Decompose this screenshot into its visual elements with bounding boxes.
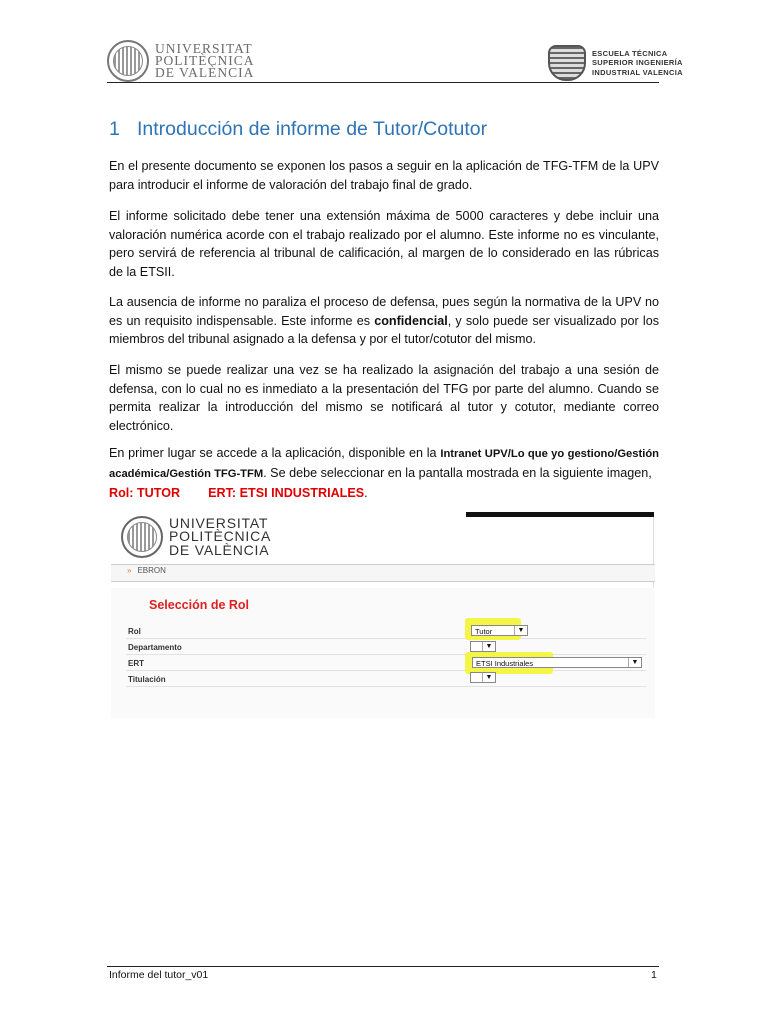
- upv-wordmark: [155, 43, 255, 79]
- label-rol: Rol: [128, 627, 141, 636]
- upv-line-2: POLITÈCNICA: [155, 53, 255, 68]
- label-titulacion: Titulación: [128, 675, 166, 684]
- footer-page-number: 1: [651, 969, 657, 981]
- screenshot-upv-logo: [121, 516, 271, 558]
- p3-text-a: La ausencia de informe no paraliza el proceso de defensa, pues según la normativa de la UPV no es un requisito indispensable. Este informe es: [109, 295, 659, 328]
- screenshot-upv-line-1: UNIVERSITAT: [169, 514, 269, 531]
- row-titulacion: [126, 672, 646, 687]
- screenshot-nav-bar: [111, 564, 655, 582]
- ert-select[interactable]: [472, 657, 642, 668]
- p5-path-bold: Intranet UPV/Lo que yo gestiono/Gestión académica/Gestión TFG-TFM: [109, 448, 659, 480]
- etsii-line-2: SUPERIOR INGENIERÍA: [592, 58, 683, 68]
- breadcrumb-label[interactable]: EBRON: [137, 566, 166, 575]
- etsii-wordmark: [592, 49, 683, 78]
- section-number: 1: [109, 118, 120, 140]
- departamento-select[interactable]: [470, 641, 496, 652]
- etsii-line-3: INDUSTRIAL VALENCIA: [592, 67, 683, 77]
- screenshot-wordmark: [169, 514, 272, 558]
- paragraph-4: El mismo se puede realizar una vez se ha realizado la asignación del trabajo a una sesión de defensa, con lo cual no es inmediato a la presentación del TFG por parte del alumno. Cuando se permita realizar la introducción del mismo se notificará al tutor y cotutor, mediante correo electrónico.: [109, 363, 659, 433]
- etsii-logo: [548, 45, 683, 81]
- paragraph-3: [109, 293, 659, 349]
- rol-select[interactable]: [471, 625, 528, 636]
- breadcrumb-arrow-icon: »: [127, 566, 132, 575]
- etsii-line-1: ESCUELA TÉCNICA: [592, 48, 668, 58]
- section-heading: [109, 118, 487, 141]
- screenshot-upv-line-3: DE VALÈNCIA: [169, 541, 270, 558]
- ert-select-value: ETSI Industriales: [476, 659, 534, 668]
- rol-select-value: Tutor: [475, 627, 493, 636]
- upv-logo: [107, 40, 255, 82]
- paragraph-5: [109, 444, 659, 503]
- p5-rol: Rol: TUTOR: [109, 486, 181, 500]
- section-title: Introducción de informe de Tutor/Cotutor: [137, 118, 488, 140]
- header-divider: [107, 82, 659, 83]
- paragraph-2: El informe solicitado debe tener una extensión máxima de 5000 caracteres y debe incluir una valoración numérica acorde con el trabajo realizado por el alumno. Este informe no es vinculante, pero servirá de referencia al tribunal de calificación, al margen de lo considerado en las rúbricas de la ETSII.: [109, 209, 659, 279]
- upv-line-3: DE VALÈNCIA: [155, 65, 255, 80]
- upv-seal-icon: [107, 40, 149, 82]
- row-rol: [126, 624, 646, 639]
- upv-line-1: UNIVERSITAT: [155, 41, 253, 56]
- chevron-down-icon: ▼: [514, 626, 527, 635]
- p5-ert: ERT: ETSI INDUSTRIALES: [208, 486, 365, 500]
- p5-text-b: . Se debe seleccionar en la pantalla mostrada en la siguiente imagen,: [263, 466, 652, 480]
- p3-text-b: , y solo puede ser visualizado por los miembros del tribunal asignado a la defensa y por el tutor/cotutor del mismo.: [109, 313, 660, 346]
- screenshot-seal-icon: [121, 516, 163, 558]
- row-departamento: [126, 640, 646, 655]
- titulacion-select[interactable]: [470, 672, 496, 683]
- etsii-crest-icon: [548, 45, 586, 81]
- chevron-down-icon: ▼: [628, 658, 641, 667]
- label-ert: ERT: [128, 659, 144, 668]
- screenshot-top-bar: [466, 512, 654, 517]
- p3-bold: confidencial: [374, 313, 448, 328]
- screenshot-breadcrumb[interactable]: [127, 566, 166, 575]
- screenshot-upv-line-2: POLITÈCNICA: [169, 528, 272, 545]
- chevron-down-icon: ▼: [482, 642, 495, 651]
- paragraph-1: En el presente documento se exponen los pasos a seguir en la aplicación de TFG-TFM de la UPV para introducir el informe de valoración del trabajo final de grado.: [109, 159, 659, 192]
- footer-doc-name: Informe del tutor_v01: [109, 969, 209, 981]
- footer-divider: [107, 966, 659, 967]
- screenshot-title: Selección de Rol: [149, 598, 250, 612]
- label-departamento: Departamento: [128, 643, 182, 652]
- chevron-down-icon: ▼: [482, 673, 495, 682]
- p5-end: .: [364, 486, 368, 500]
- p5-text-a: En primer lugar se accede a la aplicación, disponible en la: [109, 446, 441, 460]
